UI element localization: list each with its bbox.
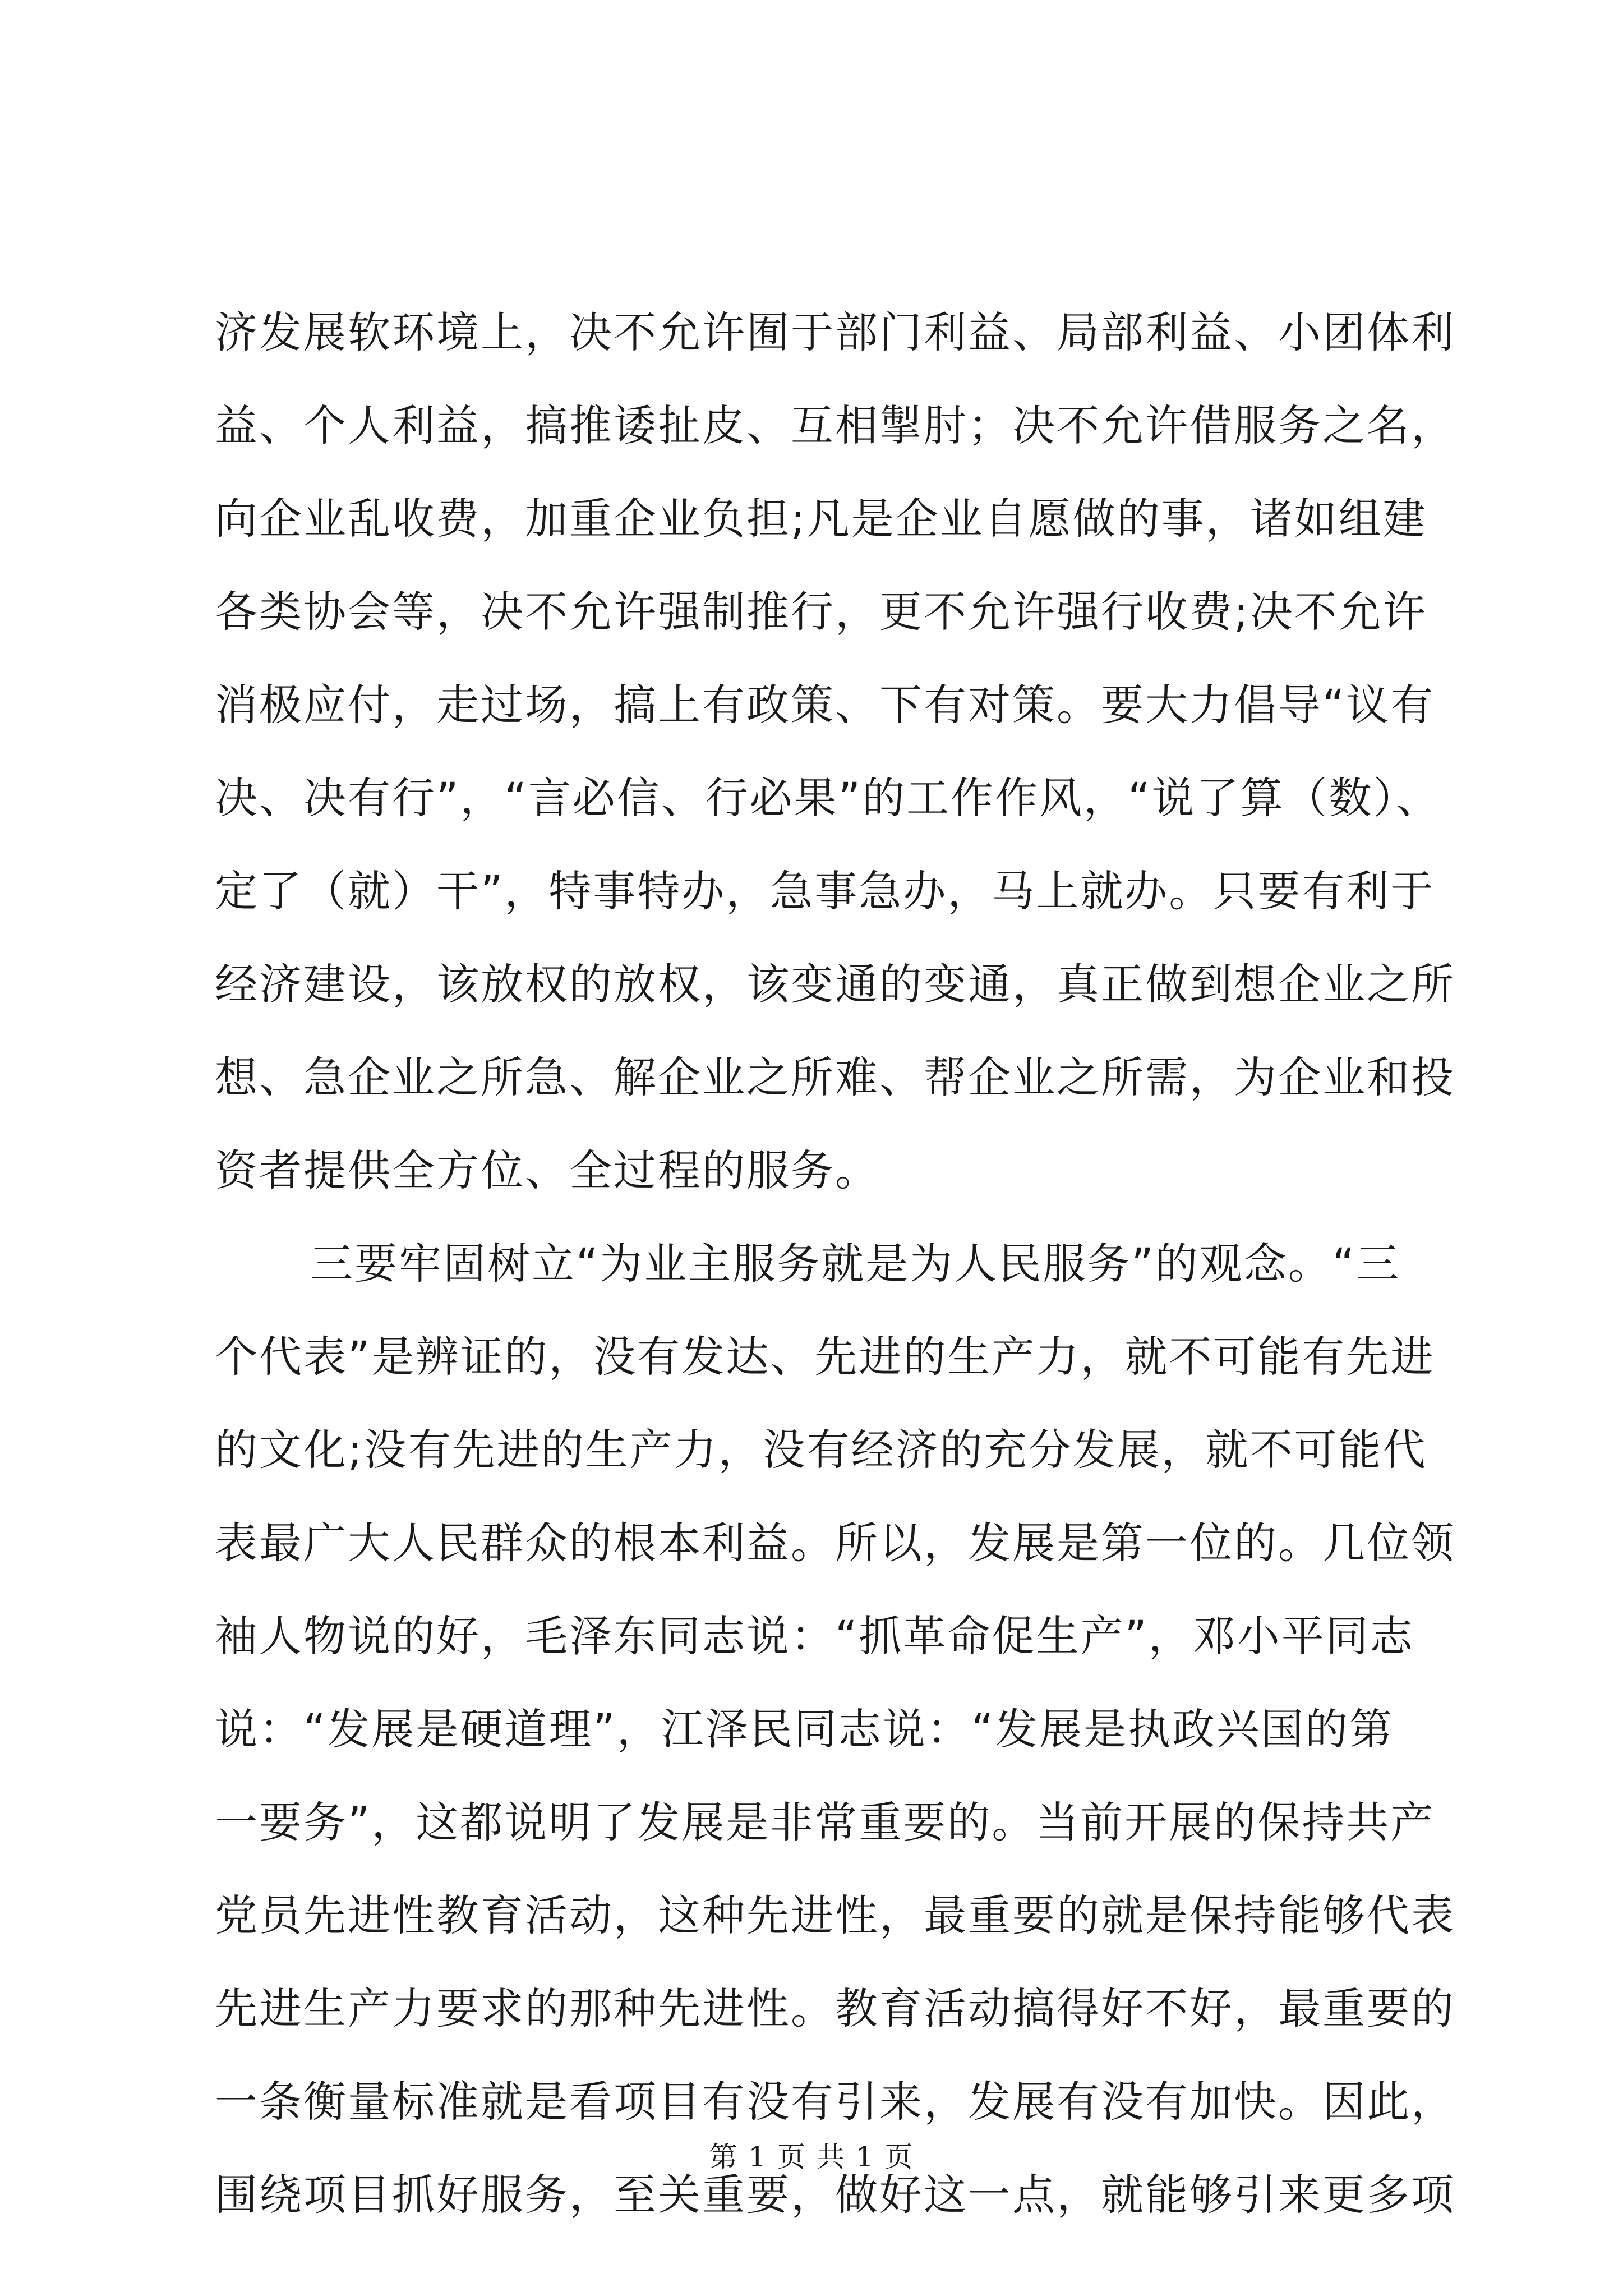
text-line: 经济建设，该放权的放权，该变通的变通，真正做到想企业之所 (215, 959, 1455, 1009)
text-line: 先进生产力要求的那种先进性。教育活动搞得好不好，最重要的 (215, 1984, 1455, 2033)
text-line: 资者提供全方位、全过程的服务。 (215, 1145, 879, 1195)
text-line: 个代表”是辨证的，没有发达、先进的生产力，就不可能有先进 (215, 1332, 1435, 1382)
text-line: 一要务”，这都说明了发展是非常重要的。当前开展的保持共产 (215, 1797, 1435, 1847)
text-line: 围绕项目抓好服务，至关重要，做好这一点，就能够引来更多项 (215, 2170, 1455, 2220)
text-line: 的文化;没有先进的生产力，没有经济的充分发展，就不可能代 (215, 1425, 1427, 1475)
text-line: 决、决有行”，“言必信、行必果”的工作作风，“说了算（数）、 (215, 773, 1441, 823)
text-line: 济发展软环境上，决不允许囿于部门利益、局部利益、小团体利 (215, 307, 1455, 357)
text-line: 想、急企业之所急、解企业之所难、帮企业之所需，为企业和投 (215, 1052, 1455, 1102)
text-line: 消极应付，走过场，搞上有政策、下有对策。要大力倡导“议有 (215, 680, 1435, 730)
text-line: 袖人物说的好，毛泽东同志说：“抓革命促生产”，邓小平同志 (215, 1611, 1414, 1661)
text-line: 一条衡量标准就是看项目有没有引来，发展有没有加快。因此， (215, 2077, 1455, 2127)
text-line: 向企业乱收费，加重企业负担;凡是企业自愿做的事，诸如组建 (215, 494, 1427, 544)
text-line: 党员先进性教育活动，这种先进性，最重要的就是保持能够代表 (215, 1890, 1455, 1940)
text-line: 定了（就）干”，特事特办，急事急办，马上就办。只要有利于 (215, 866, 1435, 916)
page-footer: 第 1 页 共 1 页 (709, 2141, 914, 2173)
text-line: 各类协会等，决不允许强制推行，更不允许强行收费;决不允许 (215, 587, 1427, 637)
text-line: 说：“发展是硬道理”，江泽民同志说：“发展是执政兴国的第 (215, 1704, 1394, 1754)
body-text (215, 286, 1471, 2242)
text-line: 表最广大人民群众的根本利益。所以，发展是第一位的。几位领 (215, 1518, 1455, 1568)
text-line: 益、个人利益，搞推诿扯皮、互相掣肘；决不允许借服务之名， (215, 401, 1455, 450)
paragraph-start-line: 三要牢固树立“为业主服务就是为人民服务”的观念。“三 (310, 1239, 1401, 1289)
